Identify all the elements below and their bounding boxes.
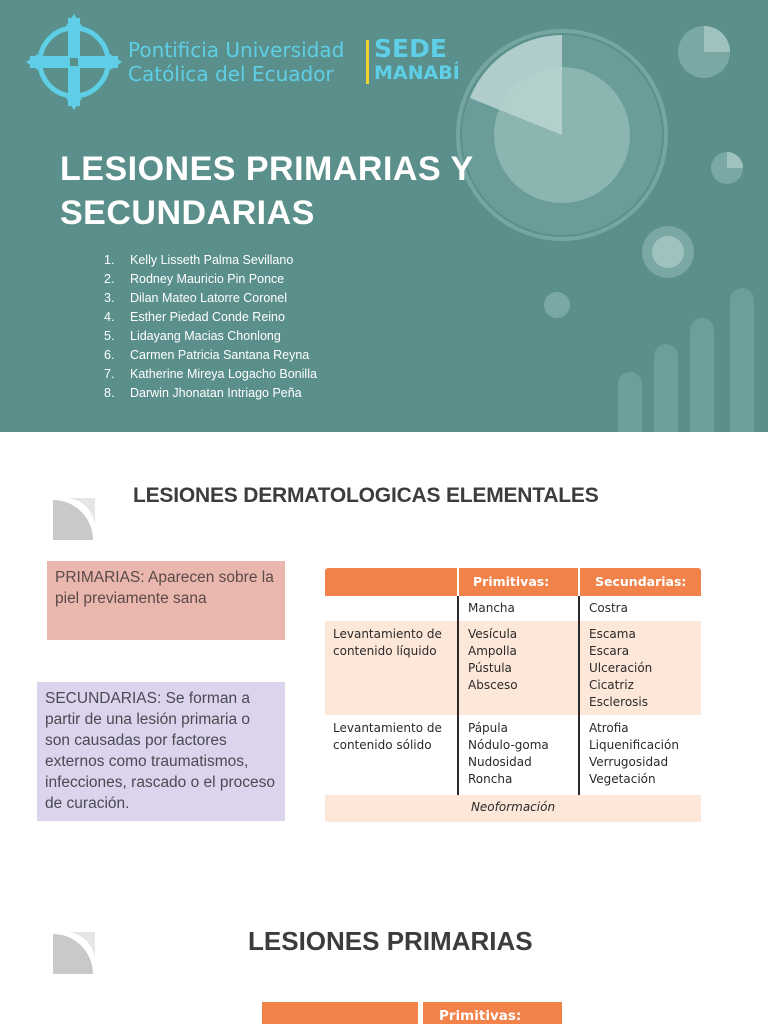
table-cell: contenido líquido: [333, 644, 437, 658]
header-divider: [578, 568, 580, 596]
table-cell: Nódulo-goma: [468, 738, 549, 752]
author-item: 3. Dilan Mateo Latorre Coronel: [104, 291, 288, 305]
author-item: 7. Katherine Mireya Logacho Bonilla: [104, 367, 317, 381]
corner-arc-icon: [53, 932, 95, 974]
table-cell: Ulceración: [589, 661, 653, 675]
table-row: [325, 596, 701, 621]
sede-line2: MANABÍ: [374, 62, 460, 84]
table-cell: Liquenificación: [589, 738, 679, 752]
table-cell: contenido sólido: [333, 738, 432, 752]
table-cell: Vegetación: [589, 772, 656, 786]
header-secundarias: Secundarias:: [595, 574, 687, 589]
column-divider: [457, 596, 459, 621]
dermatologic-lesions-slide: [0, 432, 768, 864]
table-row: [325, 715, 701, 795]
table-cell: Mancha: [468, 601, 515, 615]
table-row: [325, 621, 701, 715]
table-cell: Verrugosidad: [589, 755, 669, 769]
slide-title: LESIONES DERMATOLOGICAS ELEMENTALES: [133, 484, 599, 507]
authors-list: [104, 251, 317, 403]
table-cell: Cicatriz: [589, 678, 634, 692]
table-header-cell: [262, 1002, 418, 1024]
table-footer-neoformacion: Neoformación: [470, 800, 556, 814]
author-item: 8. Darwin Jhonatan Intriago Peña: [104, 386, 302, 400]
column-divider: [578, 621, 580, 715]
table-cell: Nudosidad: [468, 755, 532, 769]
primarias-definition: PRIMARIAS: Aparecen sobre la piel previamente sana: [47, 561, 285, 640]
author-item: 4. Esther Piedad Conde Reino: [104, 310, 285, 324]
table-cell: Roncha: [468, 772, 513, 786]
column-divider: [457, 621, 459, 715]
table-footer-row: [325, 795, 701, 822]
table-cell: Pústula: [468, 661, 512, 675]
table-header-primitivas: [423, 1002, 562, 1024]
header-primitivas: Primitivas:: [439, 1008, 522, 1024]
table-cell: Absceso: [468, 678, 518, 692]
author-item: 1. Kelly Lisseth Palma Sevillano: [104, 253, 294, 267]
slide-title: LESIONES PRIMARIAS Y SECUNDARIAS: [60, 150, 474, 232]
table-cell: Levantamiento de: [333, 721, 442, 735]
table-cell: Esclerosis: [589, 695, 648, 709]
sede-label: [374, 36, 460, 84]
table-cell: Vesícula: [468, 627, 518, 641]
slide-title: LESIONES PRIMARIAS: [248, 926, 533, 956]
table-cell: Levantamiento de: [333, 627, 442, 641]
table-cell: Pápula: [468, 721, 508, 735]
table-cell: Costra: [589, 601, 628, 615]
table-cell: Escara: [589, 644, 630, 658]
sede-line1: SEDE: [374, 34, 447, 63]
header-divider: [457, 568, 459, 596]
table-cell: Escama: [589, 627, 636, 641]
university-name-line2: Católica del Ecuador: [128, 62, 334, 86]
secundarias-definition: SECUNDARIAS: Se forman a partir de una lesión primaria o son causadas por factores externos como traumatismos, infecciones, rascado o el proceso de curación.: [37, 682, 285, 821]
table-cell: Ampolla: [468, 644, 517, 658]
column-divider: [457, 715, 459, 795]
table-cell: Atrofia: [589, 721, 629, 735]
header-primitivas: Primitivas:: [473, 574, 550, 589]
corner-arc-icon: [53, 498, 95, 540]
author-item: 2. Rodney Mauricio Pin Ponce: [104, 272, 285, 286]
title-slide: [0, 0, 768, 432]
column-divider: [578, 715, 580, 795]
author-item: 6. Carmen Patricia Santana Reyna: [104, 348, 310, 362]
university-name: [128, 38, 344, 86]
university-name-line1: Pontificia Universidad: [128, 38, 345, 62]
table-header: [325, 568, 701, 596]
column-divider: [578, 596, 580, 621]
author-item: 5. Lidayang Macias Chonlong: [104, 329, 281, 343]
university-cross-logo-icon: [26, 14, 122, 110]
primary-lesions-slide: [0, 864, 768, 1024]
lesions-table: [325, 568, 701, 822]
logo-separator: [366, 40, 369, 84]
